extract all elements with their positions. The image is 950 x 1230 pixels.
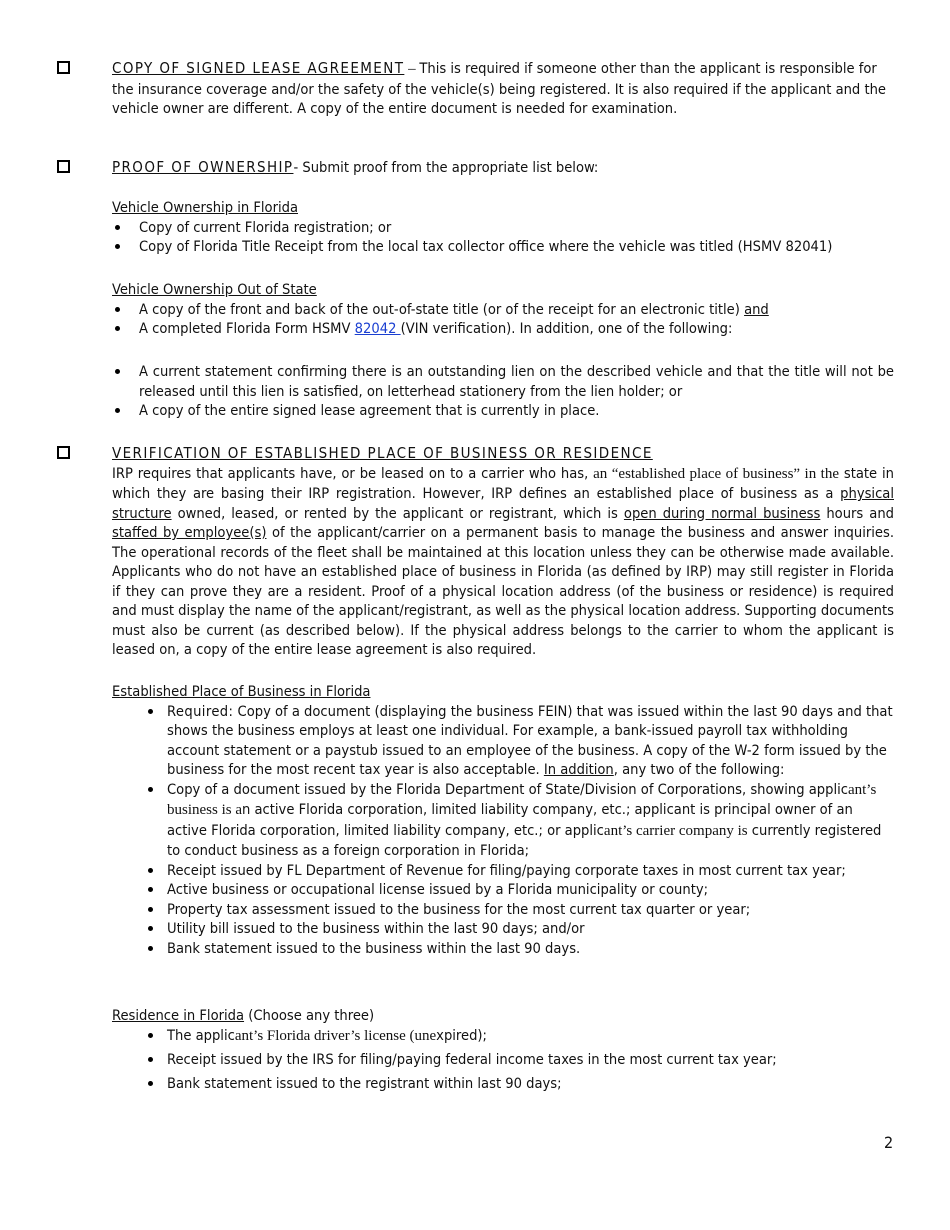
lease-checkbox[interactable] (57, 61, 70, 74)
business-list (112, 702, 894, 959)
residence-section (112, 1006, 894, 1093)
paragraph-text: state in which they are basing their IRP registration. However, IRP defines an established place of business as a (112, 464, 894, 502)
list-item-text: currently registered to conduct business as a foreign corporation in Florida; (167, 821, 882, 859)
list-item: A current statement confirming there is an outstanding lien on the described vehicle and that the title will not be released until this lien is satisfied, on letterhead stationery from the lien holder; or (112, 362, 894, 401)
ownership-florida (112, 198, 894, 257)
lease-title: COPY OF SIGNED LEASE AGREEMENT (112, 59, 405, 77)
verification-section (112, 444, 894, 660)
list-item: Bank statement issued to the registrant within last 90 days; (112, 1074, 894, 1094)
residence-heading-suffix: (Choose any three) (244, 1007, 375, 1024)
paragraph-text: hours and (820, 504, 895, 522)
business-section (112, 682, 894, 958)
lease-section (112, 59, 894, 119)
list-item-text: ant’s carrier company is (603, 822, 748, 839)
open-during-business-text: open during normal business (623, 504, 821, 522)
list-item: Receipt issued by FL Department of Revenue for filing/paying corporate taxes in most current tax year; (112, 861, 894, 881)
list-item (112, 780, 894, 861)
lease-text: This is required if someone other than the applicant is responsible for the insurance coverage and/or the safety of the vehicle(s) being registered. It is also required if the applicant and the vehicle owner are different. A copy of the entire document is needed for examination. (112, 60, 886, 117)
ownership-title-line (112, 158, 894, 178)
list-item: Property tax assessment issued to the business for the most current tax quarter or year; (112, 900, 894, 920)
list-item-text: ant’s Florida driver’s license (une (234, 1027, 437, 1044)
paragraph-text: an “established place of business” in the (593, 465, 839, 482)
hsmv-82042-link[interactable]: 82042 (354, 320, 401, 337)
list-item: Bank statement issued to the business within the last 90 days. (112, 939, 894, 959)
staffed-by-employees-text: staffed by employee(s) (112, 524, 267, 541)
ownership-oos-list (112, 300, 894, 339)
ownership-florida-heading: Vehicle Ownership in Florida (112, 199, 298, 216)
paragraph-text: owned, leased, or rented by the applicant or registrant, which is (171, 504, 624, 522)
physical-structure-text: physical structure (112, 485, 894, 522)
list-item-text: n active Florida corporation, limited liability company, etc.; applicant is principal owner of an active Florida corporation, limited liability company, etc.; or applic (167, 801, 853, 839)
paragraph-text: IRP requires that applicants have, or be leased on to a carrier who has, (112, 464, 594, 482)
list-item-text: ant’s business is a (167, 781, 877, 818)
list-item (112, 319, 894, 339)
and-underlined: and (744, 300, 769, 318)
list-item: Utility bill issued to the business within the last 90 days; and/or (112, 919, 894, 939)
list-item (112, 1026, 894, 1047)
list-item: Active business or occupational license issued by a Florida municipality or county; (112, 880, 894, 900)
list-item: Receipt issued by the IRS for filing/paying federal income taxes in the most current tax year; (112, 1050, 894, 1070)
verification-paragraph (112, 464, 894, 660)
list-item: Copy of current Florida registration; or (112, 218, 894, 238)
ownership-oos-list-b (112, 362, 894, 421)
verification-title: VERIFICATION OF ESTABLISHED PLACE OF BUSINESS OR RESIDENCE (112, 444, 653, 462)
lease-dash: – (404, 61, 420, 77)
business-heading: Established Place of Business in Florida (112, 683, 371, 700)
list-item: A copy of the entire signed lease agreement that is currently in place. (112, 401, 894, 421)
residence-heading-line (112, 1006, 894, 1026)
in-addition-text: In addition (543, 761, 614, 778)
residence-heading: Residence in Florida (112, 1007, 245, 1024)
list-item (112, 300, 894, 320)
list-item-text: A copy of the front and back of the out-of-state title (or of the receipt for an electronic title) (139, 300, 745, 318)
list-item-text: The applic (167, 1026, 235, 1044)
ownership-checkbox[interactable] (57, 160, 70, 173)
ownership-section (112, 158, 894, 178)
list-item-text: xpired); (436, 1026, 487, 1044)
list-item-text: A completed Florida Form HSMV (139, 320, 355, 337)
list-item-text: Copy of a document issued by the Florida Department of State/Division of Corporations, showing applic (167, 780, 848, 798)
ownership-florida-list (112, 218, 894, 257)
ownership-out-of-state (112, 280, 894, 339)
list-item: Copy of Florida Title Receipt from the local tax collector office where the vehicle was titled (HSMV 82041) (112, 237, 894, 257)
required-label: Required: (167, 702, 234, 720)
paragraph-text: of the applicant/carrier on a permanent basis to manage the business and answer inquiries. The operational records of the fleet shall be maintained at this location unless they can be otherwise made available. Applicants who do not have an established place of business in Florida (as defined by IRP) may still register in Florida if they can prove they are a resident. Proof of a physical location address (of the business or residence) is required and must display the name of the applicant/registrant, as well as the physical location address. Supporting documents must also be current (as described below). If the physical address belongs to the carrier to whom the applicant is leased on, a copy of the entire lease agreement is also required. (112, 524, 894, 658)
ownership-title: PROOF OF OWNERSHIP (112, 158, 294, 176)
list-item-text: Copy of a document (displaying the business FEIN) that was issued within the last 90 days and that shows the business employs at least one individual. For example, a bank-issued payroll tax withholding account statement or a paystub issued to an employee of the business. A copy of the W-2 form issued by the business for the most recent tax year is also acceptable. (167, 702, 893, 778)
ownership-oos-additional (112, 362, 894, 421)
ownership-oos-heading: Vehicle Ownership Out of State (112, 281, 317, 298)
ownership-intro: - Submit proof from the appropriate list below: (293, 159, 599, 176)
list-item (112, 702, 894, 780)
page-number: 2 (884, 1133, 894, 1152)
residence-list (112, 1026, 894, 1094)
list-item-text: (VIN verification). In addition, one of the following: (400, 320, 733, 337)
list-item-text: , any two of the following: (613, 761, 785, 778)
verification-checkbox[interactable] (57, 446, 70, 459)
